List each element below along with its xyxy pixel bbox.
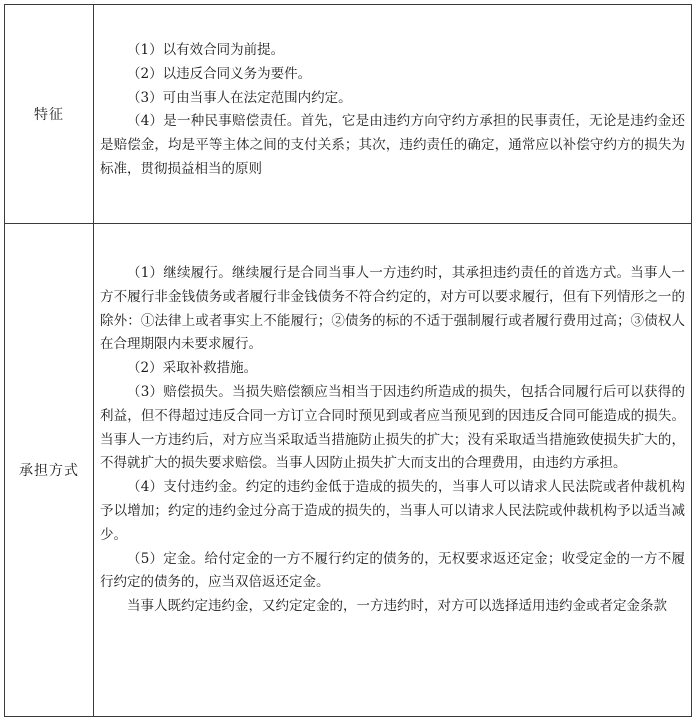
method-paragraph-6: 当事人既约定违约金，又约定定金的，一方违约时，对方可以选择适用违约金或者定金条款 <box>127 598 667 615</box>
row-content-features <box>94 5 691 223</box>
method-paragraph-4: （4）支付违约金。约定的违约金低于造成的损失的，当事人可以请求人民法院或者仲裁机构予以增加；约定的违约金过分高于造成的损失的，当事人可以请求人民法院或仲裁机构予以适当减少。 <box>100 479 685 543</box>
method-paragraph-3: （3）赔偿损失。当损失赔偿额应当相当于因违约所造成的损失，包括合同履行后可以获得的利益，但不得超过违反合同一方订立合同时预见到或者应当预见到的因违反合同可能造成的损失。当事人一方违约后，对方应当采取适当措施防止损失的扩大；没有采取适当措施致使损失扩大的，不得就扩大的损失要求赔偿。当事人因防止损失扩大而支出的合理费用，由违约方承担。 <box>100 383 685 472</box>
method-paragraph-2: （2）采取补救措施。 <box>127 360 258 377</box>
row-label-features: 特征 <box>5 5 94 223</box>
feature-paragraph-2: （2）以违反合同义务为要件。 <box>127 65 312 82</box>
feature-paragraph-4: （4）是一种民事赔偿责任。首先，它是由违约方向守约方承担的民事责任，无论是违约金还是赔偿金，均是平等主体之间的支付关系；其次，违约责任的确定，通常应以补偿守约方的损失为标准，贯彻损益相当的原则 <box>100 113 685 177</box>
contract-liability-table <box>4 4 692 717</box>
row-content-methods <box>94 224 691 716</box>
table-row-features <box>5 5 691 224</box>
feature-paragraph-3: （3）可由当事人在法定范围内约定。 <box>127 89 352 106</box>
method-paragraph-5: （5）定金。给付定金的一方不履行约定的债务的，无权要求返还定金；收受定金的一方不履行约定的债务的，应当双倍返还定金。 <box>100 550 685 591</box>
method-paragraph-1: （1）继续履行。继续履行是合同当事人一方违约时，其承担违约责任的首选方式。当事人一方不履行非金钱债务或者履行非金钱债务不符合约定的，对方可以要求履行，但有下列情形之一的除外：①法律上或者事实上不能履行；②债务的标的不适于强制履行或者履行费用过高；③债权人在合理期限内未要求履行。 <box>100 265 685 353</box>
feature-paragraph-1: （1）以有效合同为前提。 <box>127 42 285 58</box>
table-row-methods <box>5 224 691 716</box>
row-label-methods: 承担方式 <box>5 224 94 716</box>
